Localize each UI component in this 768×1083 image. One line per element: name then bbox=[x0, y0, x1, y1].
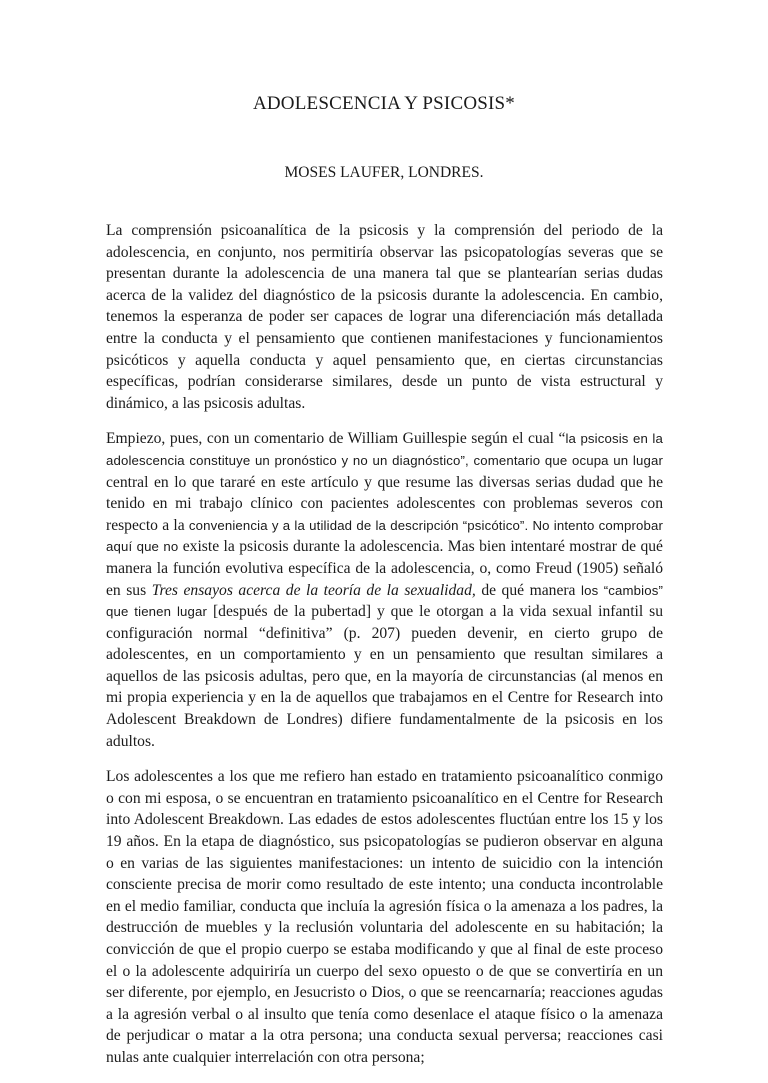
paragraph-2-mono-segment: conveniencia y a la utilidad de la descripción “psicótico”. No intento comprobar aquí que no bbox=[106, 517, 663, 555]
document-body bbox=[106, 220, 663, 1083]
document-author: MOSES LAUFER, LONDRES. bbox=[284, 164, 484, 181]
paragraph-2-segment-7: de qué manera bbox=[475, 581, 581, 599]
paragraph-3: Los adolescentes a los que me refiero han estado en tratamiento psicoanalítico conmigo o con mi esposa, o se encuentran en tratamiento psicoanalítico en el Centre for Research into Adolescent Breakdown. Las edades de estos adolescentes fluctúan entre los 15 y los 19 años. En la etapa de diagnóstico, sus psicopatologías se pudieron observar en alguna o en varias de las siguientes manifestaciones: un intento de suicidio con la intención consciente precisa de morir como resultado de este intento; una conducta incontrolable en el medio familiar, conducta que incluía la agresión física o la amenaza a los padres, la destrucción de muebles y la reclusión voluntaria del adolescente en su habitación; la convicción de que el propio cuerpo se estaba modificando y que al final de este proceso el o la adolescente adquiriría un cuerpo del sexo opuesto o de que se convertiría en un ser diferente, por ejemplo, en Jesucristo o Dios, o que se reencarnaría; reacciones agudas a la agresión verbal o al insulto que tenía como desenlace el ataque físico o la amenaza de perjudicar o matar a la otra persona; una conducta sexual perversa; reacciones casi nulas ante cualquier interrelación con otra persona; bbox=[106, 768, 663, 1066]
paragraph-2 bbox=[106, 428, 663, 752]
document-title: ADOLESCENCIA Y PSICOSIS* bbox=[252, 93, 516, 114]
paragraph-2-segment-9: [después de la pubertad] y que le otorgan a la vida sexual infantil su configuración normal “definitiva” (p. 207) pueden devenir, en cierto grupo de adolescentes, en un comportamiento y en un pensamiento que resultan similares a aquellos de las psicosis adultas, pero que, en la mayoría de circunstancias (al menos en mi propia experiencia y en la de aquellos que trabajamos en el Centre for Research into Adolescent Breakdown de Londres) difiere fundamentalmente de la psicosis en los adultos. bbox=[106, 603, 663, 750]
paragraph-2-segment-1: Empiezo, pues, con un comentario de William Guillespie según el cual “ bbox=[106, 430, 566, 448]
paragraph-2-segment-5: existe la psicosis durante la adolescencia. Mas bien intentaré mostrar de qué manera la función evolutiva específica de la adolescencia, o, como Freud (1905) señaló en sus bbox=[106, 538, 663, 599]
book-title-italic: Tres ensayos acerca de la teoría de la sexualidad, bbox=[151, 581, 476, 599]
paragraph-2-segment-3: central en lo que tararé en este artículo y que resume las diversas serias dudad que he tenido en mi trabajo clínico con pacientes adolescentes con problemas severos con respecto a la bbox=[106, 473, 663, 534]
paragraph-2-mono-segment-2: los “cambios” que tienen lugar bbox=[106, 582, 663, 620]
paragraph-1: La comprensión psicoanalítica de la psicosis y la comprensión del periodo de la adolescencia, en conjunto, nos permitiría observar las psicopatologías severas que se presentan durante la adolescencia de una manera tal que se plantearían serias dudas acerca de la validez del diagnóstico de la psicosis durante la adolescencia. En cambio, tenemos la esperanza de poder ser capaces de lograr una diferenciación más detallada entre la conducta y el pensamiento que contienen manifestaciones y funcionamientos psicóticos y aquella conducta y aquel pensamiento que, en ciertas circunstancias específicas, podrían considerarse similares, desde un punto de vista estructural y dinámico, a las psicosis adultas. bbox=[106, 222, 663, 412]
paragraph-2-quote-segment: la psicosis en la adolescencia constituye un pronóstico y no un diagnóstico”, comentario que ocupa un lugar bbox=[106, 431, 663, 468]
